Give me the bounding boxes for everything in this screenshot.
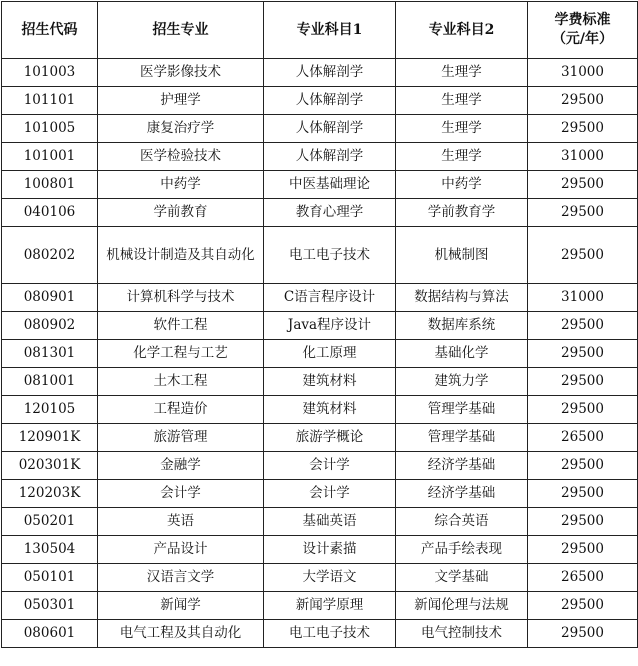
cell-tuition-text: 31000 [561,64,604,80]
cell-tuition-text: 29500 [561,246,604,263]
cell-tuition [528,480,638,508]
table-row [2,312,638,340]
cell-subject-2-text: 产品手绘表现 [421,541,502,557]
header-subject-1: 专业科目1 [264,2,396,59]
cell-code-text: 050101 [23,569,76,585]
cell-code-text: 080901 [23,289,76,305]
cell-tuition-text: 29500 [561,345,604,361]
cell-tuition-text: 29500 [561,92,604,108]
cell-subject-1-text: 建筑材料 [302,373,357,389]
cell-code [2,87,98,115]
table-row [2,424,638,452]
table-row [2,452,638,480]
cell-major-text: 化学工程与工艺 [133,345,228,361]
cell-code [2,452,98,480]
cell-major-text: 英语 [167,513,194,529]
cell-subject-2-text: 基础化学 [434,345,489,361]
cell-tuition [528,508,638,536]
cell-subject-2-text: 经济学基础 [427,457,496,473]
cell-code-text: 120203K [18,485,81,501]
cell-major-text: 计算机科学与技术 [126,289,235,305]
cell-major-text: 金融学 [160,457,201,473]
cell-tuition [528,171,638,199]
header-tuition-label: 学费标准 [554,12,611,28]
cell-code [2,312,98,340]
cell-subject-2 [396,592,528,620]
cell-subject-1 [264,284,396,312]
cell-subject-1-text: 建筑材料 [302,401,357,417]
cell-code-text: 080601 [23,625,76,641]
cell-code-text: 101003 [23,64,76,80]
cell-major-text: 新闻学 [160,597,201,613]
cell-subject-1-text: Java程序设计 [287,317,372,333]
cell-subject-1-text: 新闻学原理 [295,597,364,613]
cell-code [2,171,98,199]
cell-major-text: 医学影像技术 [140,64,221,80]
cell-subject-2-text: 数据库系统 [427,317,496,333]
cell-subject-1-text: 人体解剖学 [295,92,364,108]
cell-subject-2-text: 机械制图 [434,246,489,263]
cell-tuition-text: 29500 [561,317,604,333]
cell-code-text: 050201 [23,513,76,529]
cell-subject-1-text: 人体解剖学 [295,120,364,136]
cell-subject-2 [396,115,528,143]
cell-subject-2-text: 综合英语 [434,513,489,529]
cell-tuition-text: 29500 [561,401,604,417]
cell-tuition [528,536,638,564]
table-row [2,227,638,284]
cell-tuition [528,368,638,396]
cell-subject-2 [396,87,528,115]
cell-code-text: 101001 [23,148,76,164]
cell-tuition [528,284,638,312]
cell-subject-2-text: 新闻伦理与法规 [414,597,509,613]
cell-subject-1-text: 基础英语 [302,513,357,529]
cell-code [2,115,98,143]
cell-tuition [528,340,638,368]
cell-tuition [528,199,638,227]
table-row [2,592,638,620]
cell-major [98,171,264,199]
cell-subject-1 [264,368,396,396]
cell-code-text: 081001 [23,373,76,389]
tuition-table [1,1,638,648]
cell-subject-2-text: 生理学 [441,64,482,80]
cell-subject-2-text: 学前教育学 [427,204,496,220]
cell-major-text: 软件工程 [153,317,208,333]
cell-major-text: 电气工程及其自动化 [119,625,242,641]
cell-tuition [528,424,638,452]
cell-tuition-text: 29500 [561,373,604,389]
cell-tuition [528,59,638,87]
cell-major-text: 机械设计制造及其自动化 [106,246,255,263]
cell-major [98,508,264,536]
cell-tuition [528,592,638,620]
cell-major [98,396,264,424]
cell-subject-2 [396,452,528,480]
table-row [2,59,638,87]
cell-code [2,368,98,396]
cell-major-text: 汉语言文学 [146,569,215,585]
table-row [2,143,638,171]
cell-subject-2 [396,368,528,396]
cell-tuition-text: 29500 [561,485,604,501]
cell-subject-2 [396,620,528,648]
cell-tuition [528,564,638,592]
cell-subject-2-text: 经济学基础 [427,485,496,501]
cell-subject-2 [396,59,528,87]
cell-major [98,368,264,396]
table-row [2,171,638,199]
cell-subject-1 [264,424,396,452]
cell-tuition-text: 29500 [561,513,604,529]
cell-code [2,620,98,648]
cell-code [2,199,98,227]
cell-code [2,59,98,87]
table-row [2,340,638,368]
cell-tuition [528,87,638,115]
cell-subject-1 [264,171,396,199]
cell-subject-1-text: 电工电子技术 [289,246,370,263]
cell-subject-1-text: 化工原理 [302,345,357,361]
cell-subject-1 [264,340,396,368]
cell-subject-2 [396,199,528,227]
cell-major [98,143,264,171]
cell-subject-1-text: 旅游学概论 [295,429,364,445]
cell-code [2,564,98,592]
cell-code-text: 040106 [23,204,76,220]
cell-major [98,340,264,368]
cell-tuition-text: 26500 [561,569,604,585]
cell-code [2,592,98,620]
cell-subject-2-text: 电气控制技术 [421,625,502,641]
cell-major-text: 医学检验技术 [140,148,221,164]
cell-code-text: 020301K [18,457,81,473]
cell-tuition-text: 31000 [561,289,604,305]
cell-code [2,227,98,284]
cell-code-text: 100801 [23,176,76,192]
cell-subject-1-text: 会计学 [309,485,350,501]
cell-subject-2-text: 生理学 [441,148,482,164]
cell-major [98,59,264,87]
cell-subject-1-text: 会计学 [309,457,350,473]
cell-subject-1 [264,564,396,592]
table-row [2,620,638,648]
cell-code [2,340,98,368]
cell-tuition [528,620,638,648]
cell-code [2,396,98,424]
cell-subject-1-text: 人体解剖学 [295,148,364,164]
cell-subject-1 [264,59,396,87]
cell-subject-1 [264,480,396,508]
cell-code [2,480,98,508]
cell-tuition-text: 29500 [561,457,604,473]
cell-subject-2 [396,227,528,284]
cell-subject-1-text: 中医基础理论 [289,176,370,192]
cell-subject-1 [264,199,396,227]
cell-subject-2-text: 生理学 [441,92,482,108]
cell-subject-1 [264,143,396,171]
cell-tuition [528,452,638,480]
cell-tuition-text: 29500 [561,204,604,220]
cell-code [2,536,98,564]
cell-subject-2-text: 中药学 [441,176,482,192]
cell-subject-2 [396,340,528,368]
cell-major-text: 学前教育 [153,204,208,220]
header-major: 招生专业 [98,2,264,59]
cell-subject-2-text: 管理学基础 [427,401,496,417]
cell-tuition [528,312,638,340]
table-row [2,368,638,396]
cell-major [98,312,264,340]
cell-major-text: 土木工程 [153,373,208,389]
table-row [2,284,638,312]
cell-code [2,508,98,536]
table-row [2,536,638,564]
cell-subject-1 [264,396,396,424]
cell-subject-1 [264,536,396,564]
cell-major-text: 护理学 [160,92,201,108]
header-code: 招生代码 [2,2,98,59]
cell-major-text: 康复治疗学 [146,120,215,136]
cell-code [2,284,98,312]
cell-subject-1 [264,87,396,115]
cell-code-text: 081301 [23,345,76,361]
cell-subject-1 [264,452,396,480]
table-body [2,59,638,648]
cell-subject-1 [264,312,396,340]
cell-major [98,284,264,312]
cell-major [98,199,264,227]
cell-subject-1 [264,508,396,536]
table-row [2,480,638,508]
cell-code [2,143,98,171]
cell-code-text: 101101 [23,92,76,108]
cell-tuition [528,115,638,143]
cell-major [98,424,264,452]
cell-subject-1-text: C语言程序设计 [283,289,376,305]
table-row [2,508,638,536]
cell-subject-2 [396,143,528,171]
cell-major [98,87,264,115]
header-tuition [528,2,638,59]
cell-subject-2 [396,312,528,340]
cell-subject-1-text: 大学语文 [302,569,357,585]
table-row [2,87,638,115]
cell-subject-1 [264,227,396,284]
cell-subject-1-text: 电工电子技术 [289,625,370,641]
cell-code [2,424,98,452]
cell-subject-2 [396,480,528,508]
cell-subject-2 [396,396,528,424]
cell-major [98,536,264,564]
cell-code-text: 101005 [23,120,76,136]
cell-major [98,480,264,508]
cell-subject-2-text: 文学基础 [434,569,489,585]
cell-subject-1 [264,620,396,648]
cell-tuition [528,143,638,171]
cell-tuition [528,227,638,284]
cell-code-text: 080902 [23,317,76,333]
cell-major-text: 会计学 [160,485,201,501]
cell-code-text: 130504 [23,541,76,557]
header-row [2,2,638,59]
table-row [2,115,638,143]
cell-major-text: 中药学 [160,176,201,192]
cell-tuition-text: 26500 [561,429,604,445]
cell-tuition-text: 29500 [561,120,604,136]
cell-subject-2 [396,564,528,592]
header-subject-2: 专业科目2 [396,2,528,59]
cell-subject-2 [396,536,528,564]
cell-subject-2-text: 数据结构与算法 [414,289,509,305]
cell-subject-2 [396,424,528,452]
cell-major [98,620,264,648]
cell-tuition-text: 29500 [561,597,604,613]
table-row [2,199,638,227]
cell-major-text: 旅游管理 [153,429,208,445]
table-row [2,396,638,424]
cell-subject-1-text: 设计素描 [302,541,357,557]
cell-code-text: 120901K [18,429,81,445]
cell-code-text: 080202 [23,246,76,263]
cell-subject-2 [396,284,528,312]
cell-subject-1-text: 人体解剖学 [295,64,364,80]
cell-major [98,592,264,620]
table-row [2,564,638,592]
cell-subject-2-text: 建筑力学 [434,373,489,389]
cell-subject-2-text: 生理学 [441,120,482,136]
cell-subject-1 [264,115,396,143]
cell-subject-1-text: 教育心理学 [295,204,364,220]
cell-subject-2-text: 管理学基础 [427,429,496,445]
cell-subject-2 [396,171,528,199]
cell-tuition-text: 31000 [561,148,604,164]
cell-subject-2 [396,508,528,536]
cell-major-text: 产品设计 [153,541,208,557]
cell-tuition-text: 29500 [561,176,604,192]
cell-major [98,227,264,284]
cell-major-text: 工程造价 [153,401,208,417]
cell-tuition-text: 29500 [561,541,604,557]
cell-tuition-text: 29500 [561,625,604,641]
cell-code-text: 120105 [23,401,76,417]
cell-major [98,452,264,480]
cell-subject-1 [264,592,396,620]
cell-code-text: 050301 [23,597,76,613]
header-tuition-unit: （元/年） [551,31,614,47]
cell-major [98,564,264,592]
cell-tuition [528,396,638,424]
cell-major [98,115,264,143]
